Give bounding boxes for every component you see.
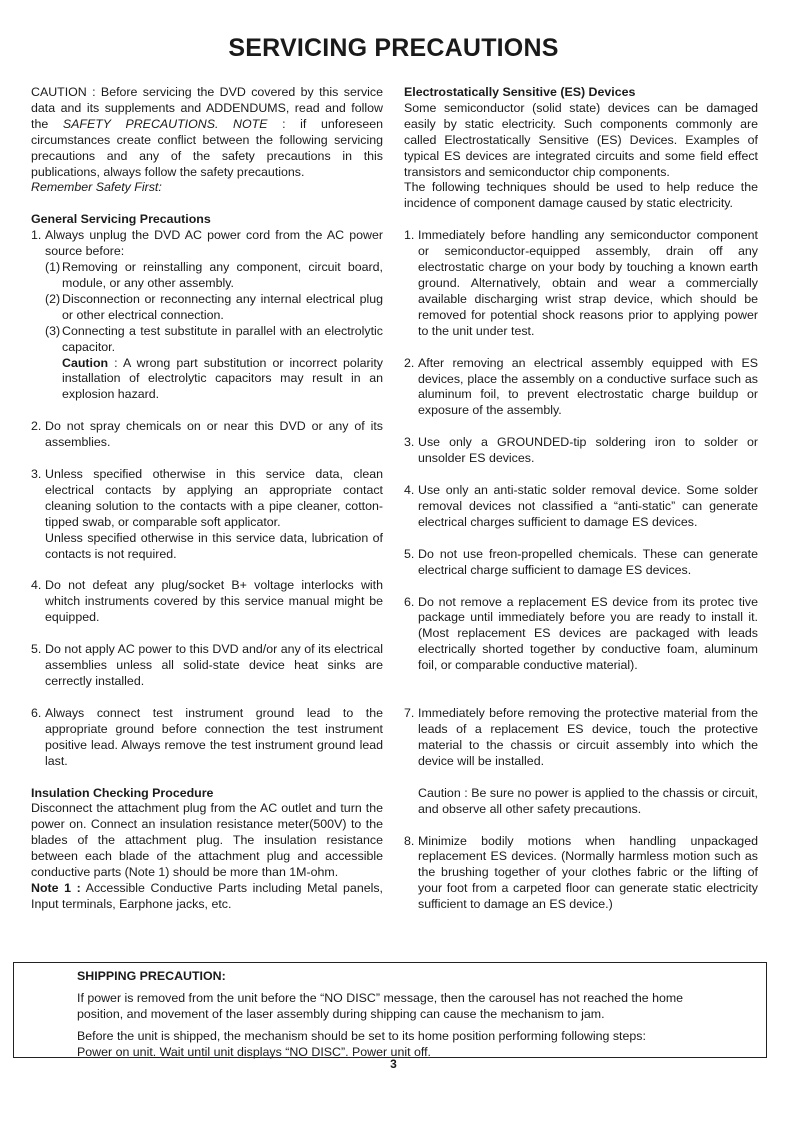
shipping-paragraph-3: Power on unit. Wait until unit displays “NO DISC”. Power unit off. [77,1044,431,1059]
general-subitem-3: (3) Connecting a test substitute in parallel with an electrolytic capacitor. [45,323,383,354]
es-item-2: 2. After removing an electrical assembly equipped with ES devices, place the assembly on a conductive surface such as aluminum foil, to prevent electrostatic charge buildup or exposure of the assembly. [404,355,758,418]
intro-paragraph: CAUTION : Before servicing the DVD covered by this service data and its supplements and ADDENDUMS, read and follow the SAFETY PRECAUTIONS. NOTE : if unforeseen circumstances create conflict between the following servicing precautions and any of the safety precautions in this publications, always follow the safety precautions. [31,85,384,179]
es-item-7: 7. Immediately before removing the protective material from the leads of a replacement ES device, touch the protective material to the chassis or circuit assembly into which the device will be installed. Caution : Be sure no power is applied to the chassis or circuit, and observe all other safety precautions. [404,706,758,816]
insulation-note: Note 1 : Accessible Conductive Parts including Metal panels, Input terminals, Earphone jacks, etc. [31,880,383,911]
insulation-text: Disconnect the attachment plug from the AC outlet and turn the power on. Connect an insulation resistance meter(500V) to the blades of the attachment plug. The insulation resistance between each blade of the attachment plug and accessible conductive parts (Note 1) should be more than 1M-ohm. [31,801,383,880]
es-item-3: 3. Use only a GROUNDED-tip soldering iron to solder or unsolder ES devices. [404,435,758,466]
general-item-4: 4. Do not defeat any plug/socket B+ voltage interlocks with whitch instruments covered by this service manual might be equipped. [31,578,383,625]
general-item-1: 1. Always unplug the DVD AC power cord from the AC power source before: [31,228,383,259]
page-title: SERVICING PRECAUTIONS [228,34,559,62]
es-item-6: 6. Do not remove a replacement ES device from its protec tive package until immediately before you are ready to install it. (Most replacement ES devices are packaged with leads electrically shorted together by conductive foam, aluminum foil, or comparable conductive material). [404,594,758,673]
es-item-1: 1. Immediately before handling any semiconductor component or semiconductor-equipped assembly, drain off any electrostatic charge on your body by touching a known earth ground. Alternatively, obtain and wear a commercially available discharging wrist strap device, which should be removed for potential shock reasons prior to applying power to the unit under test. [404,228,758,338]
shipping-paragraph-2: Before the unit is shipped, the mechanism should be set to its home position performing following steps: [77,1028,646,1043]
shipping-heading: SHIPPING PRECAUTION: [77,969,226,983]
page-number: 3 [390,1057,397,1071]
es-devices-heading: Electrostatically Sensitive (ES) Devices [404,85,636,99]
right-column [404,85,758,913]
insulation-heading: Insulation Checking Procedure [31,785,214,800]
general-subitem-2: (2) Disconnection or reconnecting any internal electrical plug or other electrical connection. [45,291,383,322]
remember-safety: Remember Safety First: [31,180,162,195]
general-item-2: 2. Do not spray chemicals on or near this DVD or any of its assemblies. [31,419,383,450]
es-intro: Some semiconductor (solid state) devices can be damaged easily by static electricity. Such components commonly are called Electrostatically Sensitive (ES) Devices. Examples of typical ES devices are integrated circuits and some field effect transistors and semiconductor chip components. [404,100,758,179]
general-item-5: 5. Do not apply AC power to this DVD and/or any of its electrical assemblies unless all solid-state device heat sinks are cerrectly installed. [31,642,383,688]
left-column [31,85,383,913]
general-item-6: 6. Always connect test instrument ground lead to the appropriate ground before connection the test instrument positive lead. Always remove the test instrument ground lead last. [31,705,383,768]
es-item-8: 8. Minimize bodily motions when handling unpackaged replacement ES devices. (Normally harmless motion such as the brushing together of your clothes fabric or the lifting of your foot from a carpeted floor can generate static electricity sufficient to damage an ES device.) [404,833,758,912]
shipping-precaution-box [13,962,767,1058]
capacitor-caution: Caution : A wrong part substitution or incorrect polarity installation of electrolytic capacitors may result in an explosion hazard. [62,355,383,402]
shipping-paragraph-1: If power is removed from the unit before the “NO DISC” message, then the carousel has not reached the home position, and movement of the laser assembly during shipping can cause the mechanism to jam. [77,990,684,1021]
es-intro-2: The following techniques should be used to help reduce the incidence of component damage caused by static electricity. [404,180,758,211]
es-item-4: 4. Use only an anti-static solder removal device. Some solder removal devices not classified a “anti-static” can generate electrical charges sufficient to damage ES devices. [404,483,758,529]
general-servicing-heading: General Servicing Precautions [31,212,211,227]
es-item-5: 5. Do not use freon-propelled chemicals. These can generate electrical charge sufficient to damage ES devices. [404,546,758,577]
general-item-3: 3. Unless specified otherwise in this service data, clean electrical contacts by applying an appropriate contact cleaning solution to the contacts with a pipe cleaner, cotton-tipped swab, or comparable soft applicator. Unless specified otherwise in this service data, lubrication of contacts is not required. [31,467,383,561]
general-subitem-1: (1) Removing or reinstalling any component, circuit board, module, or any other assembly. [45,260,383,290]
